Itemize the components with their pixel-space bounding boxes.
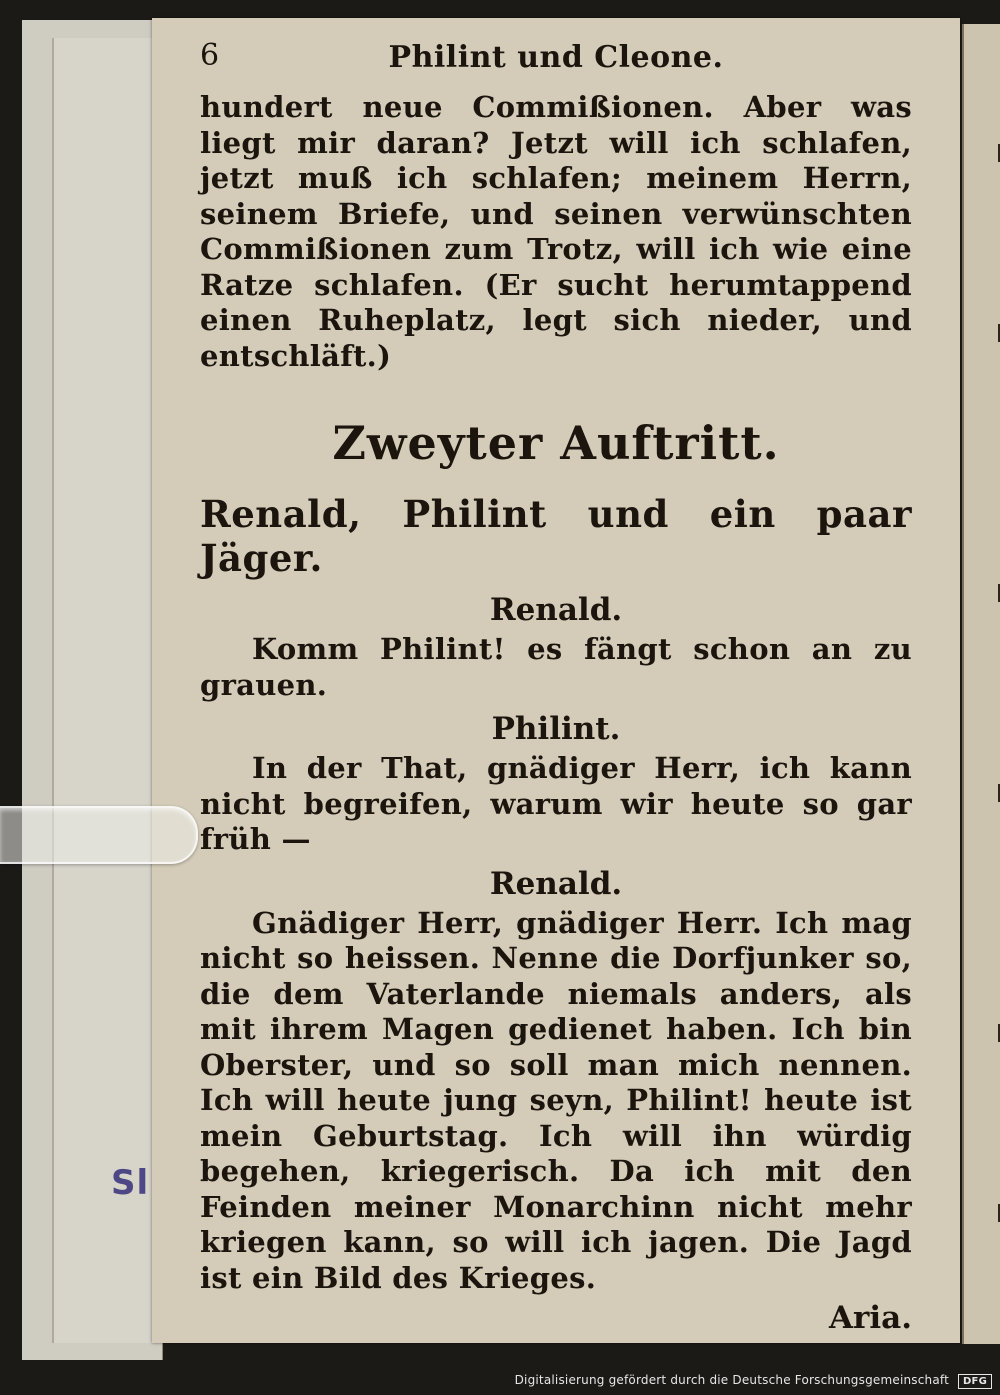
speech-text: Komm Philint! es fängt schon an zu grauen. — [200, 632, 912, 702]
aria-label: Aria. — [828, 1300, 912, 1336]
page-number: 6 — [200, 38, 220, 73]
speaker-name: Philint. — [491, 711, 621, 747]
digitization-credit — [515, 1373, 992, 1389]
dfg-logo: DFG — [958, 1374, 992, 1389]
page-header — [200, 18, 912, 90]
speech-text: In der That, gnädiger Herr, ich kann nicht begreifen, warum wir heute so gar früh — — [200, 751, 912, 856]
intro-paragraph: hundert neue Commißionen. Aber was liegt mir daran? Jetzt will ich schlafen, jetzt muß ich schlafen; meinem Herrn, seinem Briefe, und seinen verwünschten Commißionen zum Trotz, will ich wie eine Ratze schlafen. (Er sucht herumtappend einen Ruheplatz, legt sich nieder, und entschläft.) — [200, 90, 912, 373]
scene-title: Zweyter Auftritt. — [332, 416, 780, 470]
book-page — [152, 18, 960, 1343]
book-cover-board — [22, 20, 163, 1360]
speaker-name: Renald. — [489, 592, 623, 628]
running-title: Philint und Cleone. — [388, 40, 724, 75]
speaker-name: Renald. — [489, 865, 623, 902]
library-stamp: Sl — [111, 1163, 150, 1203]
page-text — [200, 18, 912, 1336]
facing-page-edge — [962, 24, 1000, 1344]
cast-list: Renald, Philint und ein paar Jäger. — [200, 492, 912, 580]
speech-text: Gnädiger Herr, gnädiger Herr. Ich mag nicht so heissen. Nenne die Dorfjunker so, die dem Vaterlande niemals anders, als mit ihrem Magen gedienet haben. Ich bin Oberster, und so soll man mich nennen. Ich will heute jung seyn, Philint! heute ist mein Geburtstag. Ich will ihn würdig begehen, kriegerisch. Da ich mit den Feinden meiner Monarchinn nicht mehr kriegen kann, so will ich jagen. Die Jagd ist ein Bild des Krieges. — [200, 905, 912, 1295]
page-holder-clip — [0, 806, 198, 864]
credit-text: Digitalisierung gefördert durch die Deutsche Forschungsgemeinschaft — [514, 1373, 950, 1387]
